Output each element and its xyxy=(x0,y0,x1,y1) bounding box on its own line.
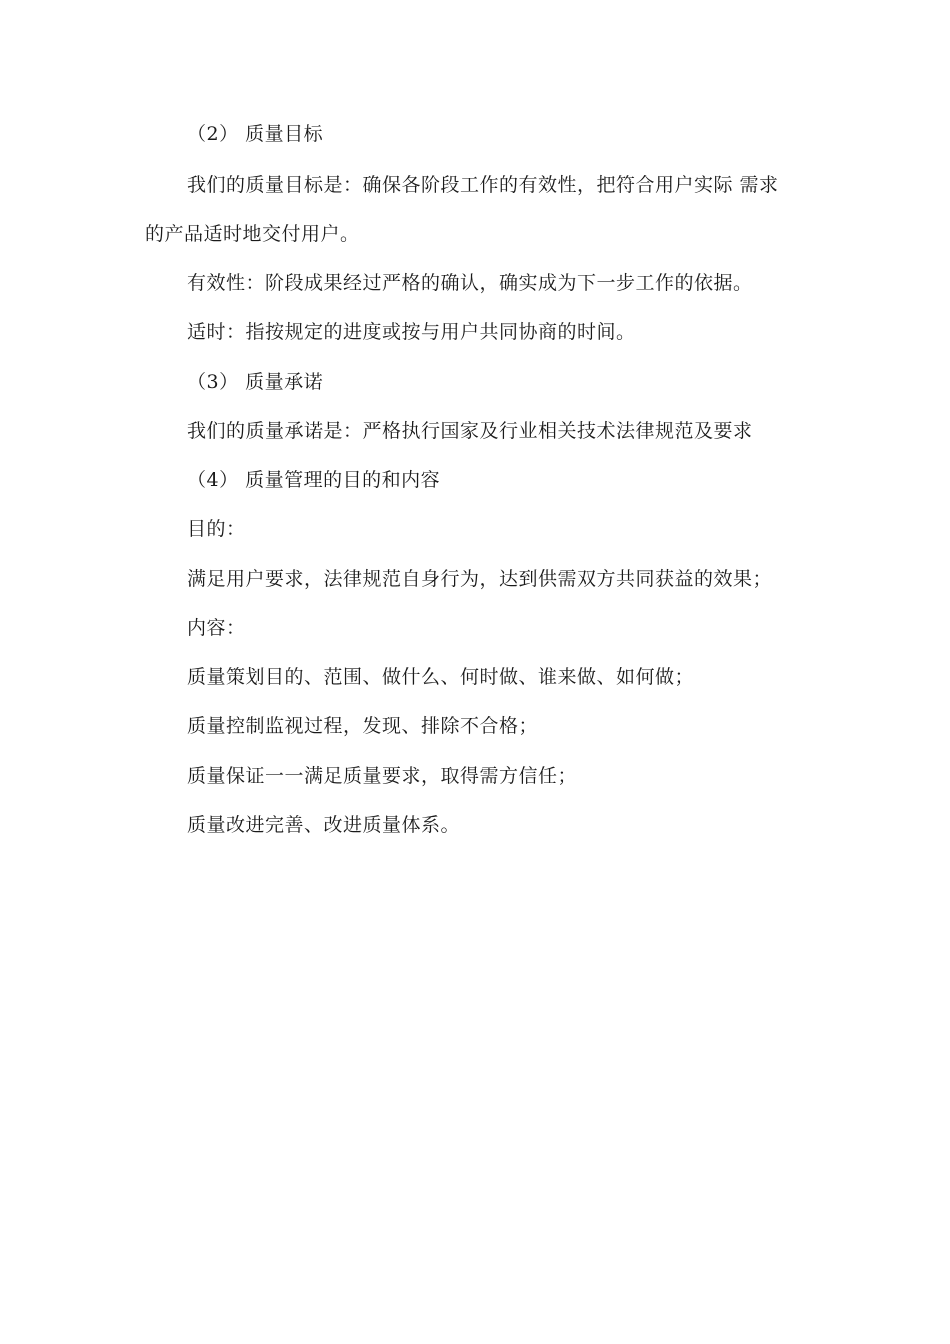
paragraph-timely: 适时：指按规定的进度或按与用户共同协商的时间。 xyxy=(187,321,636,343)
list-item-quality-improvement: 质量改进完善、改进质量体系。 xyxy=(187,814,461,836)
label-purpose: 目的： xyxy=(187,518,246,540)
paragraph-quality-goal-line2: 的产品适时地交付用户。 xyxy=(145,223,360,245)
list-item-quality-control: 质量控制监视过程，发现、排除不合格； xyxy=(187,715,539,737)
list-item-quality-assurance: 质量保证一一满足质量要求，取得需方信任； xyxy=(187,765,578,787)
paragraph-effectiveness: 有效性：阶段成果经过严格的确认，确实成为下一步工作的依据。 xyxy=(187,272,753,294)
label-content: 内容： xyxy=(187,617,246,639)
list-item-quality-planning: 质量策划目的、范围、做什么、何时做、谁来做、如何做； xyxy=(187,666,695,688)
paragraph-quality-goal-line1: 我们的质量目标是：确保各阶段工作的有效性，把符合用户实际 需求 xyxy=(187,174,779,196)
paragraph-quality-commitment: 我们的质量承诺是：严格执行国家及行业相关技术法律规范及要求 xyxy=(187,420,753,442)
heading-quality-management: （4） 质量管理的目的和内容 xyxy=(187,469,441,491)
paragraph-purpose: 满足用户要求，法律规范自身行为，达到供需双方共同获益的效果； xyxy=(187,568,773,590)
heading-quality-commitment: （3） 质量承诺 xyxy=(187,371,324,393)
heading-quality-goal: （2） 质量目标 xyxy=(187,123,324,145)
